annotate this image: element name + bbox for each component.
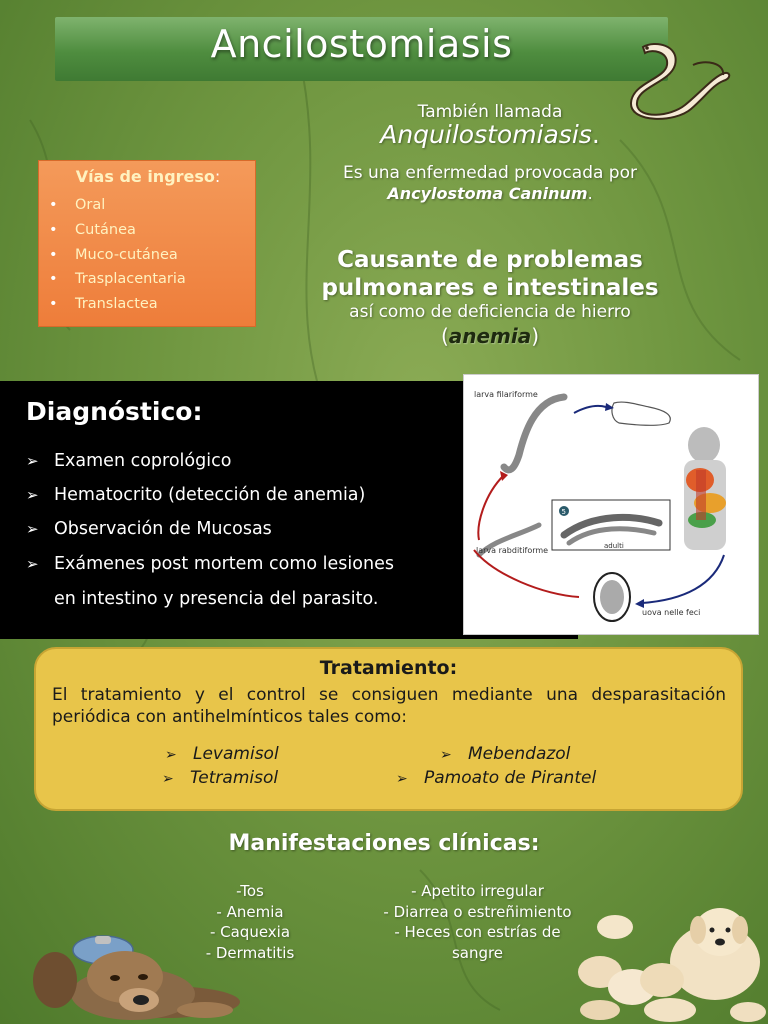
lifecycle-diagram xyxy=(463,374,759,635)
sick-dog-image xyxy=(15,922,240,1022)
aka-label: También llamada xyxy=(417,102,563,122)
diagnostico-title: Diagnóstico: xyxy=(26,397,203,426)
drug-item: ➢ Tetramisol xyxy=(162,768,279,788)
badge-number: 5 xyxy=(561,508,566,516)
manifestaciones-title: Manifestaciones clínicas: xyxy=(228,831,540,856)
bullet-arrow-icon: ➢ xyxy=(396,771,408,787)
list-item: ➢ Hematocrito (detección de anemia) xyxy=(26,485,366,505)
manifestaciones-right-list xyxy=(355,881,600,963)
label-rhabditiform: larva rabditiforme xyxy=(476,546,549,555)
bullet-arrow-icon: ➢ xyxy=(165,747,177,763)
vias-title: Vías de ingreso: xyxy=(75,167,221,186)
organism-name: Ancylostoma Caninum. xyxy=(387,184,593,203)
list-item: ➢ Exámenes post mortem como lesiones xyxy=(26,554,394,574)
puppies-image xyxy=(570,902,768,1024)
list-item: - Apetito irregular xyxy=(411,882,544,900)
list-item: - Anemia xyxy=(216,902,284,921)
cause-heading: Causante de problemas pulmonares e intestinales xyxy=(321,247,659,301)
list-item: sangre xyxy=(451,943,504,962)
bullet-arrow-icon: ➢ xyxy=(26,555,39,573)
bullet-arrow-icon: ➢ xyxy=(26,520,39,538)
list-item: -Tos xyxy=(236,882,264,900)
list-item: - Dermatitis xyxy=(205,943,295,962)
drug-item: ➢ Mebendazol xyxy=(440,744,571,764)
label-filariform: larva filariforme xyxy=(474,390,538,399)
bullet-arrow-icon: ➢ xyxy=(440,747,452,763)
bullet-arrow-icon: ➢ xyxy=(162,771,174,787)
drug-item: ➢ Pamoato de Pirantel xyxy=(396,768,597,788)
list-item: • Muco-cutánea xyxy=(49,243,186,268)
list-item: - Caquexia xyxy=(209,923,291,941)
list-item: • Oral xyxy=(49,193,186,218)
list-item: • Cutánea xyxy=(49,218,186,243)
list-item: • Translactea xyxy=(49,292,186,317)
bullet-arrow-icon: ➢ xyxy=(26,486,39,504)
cause-detail: así como de deficiencia de hierro xyxy=(349,302,631,322)
vias-de-ingreso-box xyxy=(38,160,256,327)
anemia-note: (anemia) xyxy=(440,324,540,348)
list-item: ➢ Observación de Mucosas xyxy=(26,519,272,539)
vias-list xyxy=(49,193,186,317)
label-eggs: uova nelle feci xyxy=(642,608,701,617)
drug-item: ➢ Levamisol xyxy=(165,744,279,764)
tratamiento-text: El tratamiento y el control se consiguen mediante una desparasitación periódica con antihelmínticos tales como: xyxy=(52,685,726,727)
aka-name: Anquilostomiasis. xyxy=(380,120,600,149)
tratamiento-title: Tratamiento: xyxy=(319,657,458,679)
list-item: - Heces con estrías de xyxy=(394,923,561,941)
list-item: ➢ Examen coprológico xyxy=(26,451,232,471)
list-item-continuation: en intestino y presencia del parasito. xyxy=(54,589,379,609)
list-item: - Diarrea o estreñimiento xyxy=(383,902,572,921)
list-item: • Trasplacentaria xyxy=(49,267,186,292)
description-line: Es una enfermedad provocada por xyxy=(343,163,637,183)
page-title: Ancilostomiasis xyxy=(210,22,513,66)
bullet-arrow-icon: ➢ xyxy=(26,452,39,470)
label-adult: adulti xyxy=(604,542,624,550)
